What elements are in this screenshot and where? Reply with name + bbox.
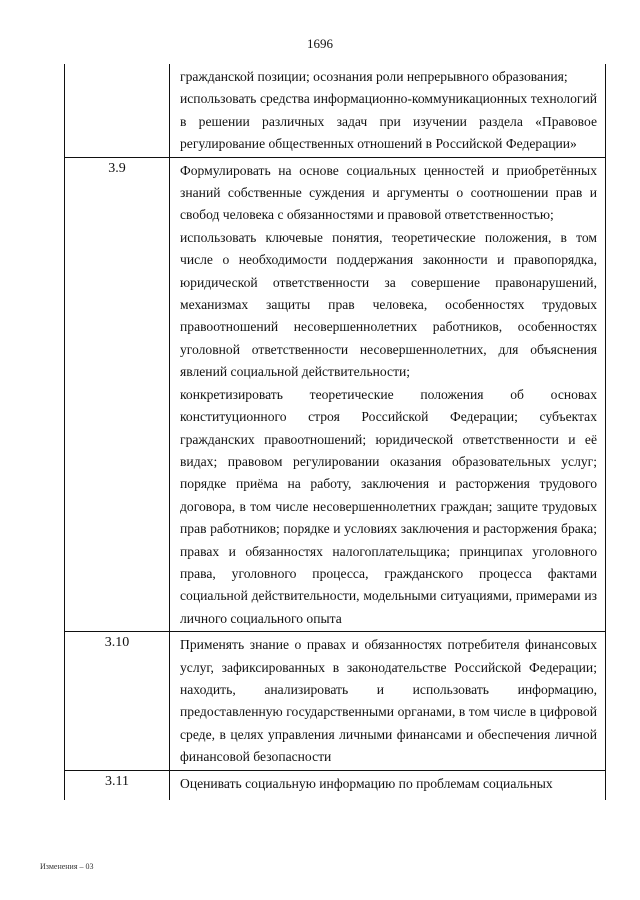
- page-number: 1696: [307, 36, 333, 51]
- paragraph: использовать средства информационно-коммуникационных технологий в решении различных задач при изучении раздела «Правовое регулирование общественных отношений в Российской Федерации»: [180, 91, 597, 152]
- row-text: [170, 632, 606, 770]
- paragraph: использовать ключевые понятия, теоретические положения, в том числе о необходимости поддержания законности и правопорядка, юридической ответственности за совершение правонарушений, механизмах защиты прав человека, особенностях трудовых правоотношений несовершеннолетних работников, особенностях уголовной ответственности несовершеннолетних, для объяснения явлений социальной действительности;: [180, 229, 597, 380]
- paragraph: Оценивать социальную информацию по проблемам социальных: [180, 775, 553, 791]
- row-number: 3.9: [65, 157, 170, 632]
- row-text: [170, 770, 606, 800]
- paragraph: гражданской позиции; осознания роли непрерывного образования;: [180, 69, 568, 84]
- row-number: 3.10: [65, 632, 170, 770]
- table-row: [65, 64, 606, 157]
- content-table: [64, 64, 606, 800]
- row-text: [170, 157, 606, 632]
- table-row: [65, 770, 606, 800]
- footer-revision: Изменения – 03: [40, 862, 94, 871]
- row-number: 3.11: [65, 770, 170, 800]
- table-row: [65, 632, 606, 770]
- paragraph: Применять знание о правах и обязанностях потребителя финансовых услуг, зафиксированных в законодательстве Российской Федерации; находить, анализировать и использовать информацию, предоставленную государственными органами, в том числе в цифровой среде, в целях управления личными финансами и обеспечения личной финансовой безопасности: [180, 637, 597, 765]
- table-row: [65, 157, 606, 632]
- row-text: [170, 64, 606, 157]
- row-number: [65, 64, 170, 157]
- paragraph: конкретизировать теоретические положения об основах конституционного строя Российской Федерации; субъектах гражданских правоотношений; юридической ответственности и её видах; правовом регулировании оказания образовательных услуг; порядке приёма на работу, заключения и расторжения трудового договора, в том числе несовершеннолетних граждан; защите трудовых прав работников; порядке и условиях заключения и расторжения брака; правах и обязанностях налогоплательщика; принципах уголовного права, уголовного процесса, гражданского процесса фактами социальной действительности, модельными ситуациями, примерами из личного социального опыта: [180, 386, 597, 626]
- paragraph: Формулировать на основе социальных ценностей и приобретённых знаний собственные суждения и аргументы о соотношении прав и свобод человека с обязанностями и правовой ответственностью;: [180, 162, 597, 223]
